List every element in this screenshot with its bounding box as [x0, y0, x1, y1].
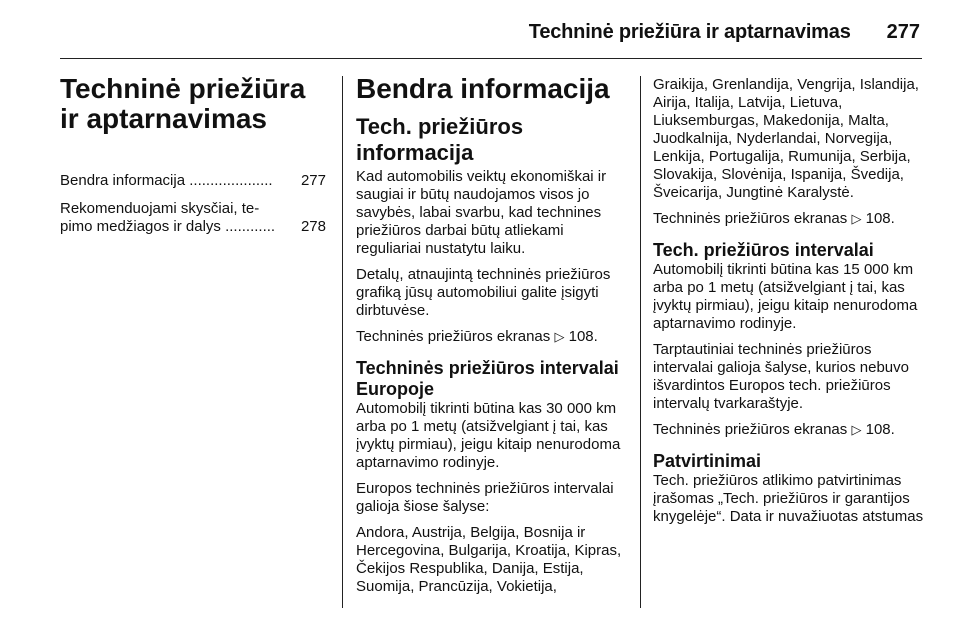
subsection-title-europe-intervals: Techninės priežiūros intervalai Europoje — [356, 358, 619, 399]
cross-reference[interactable] — [653, 421, 925, 439]
section-title: Bendra informacija — [356, 73, 610, 104]
cross-reference[interactable] — [356, 328, 626, 346]
paragraph: Europos techninės priežiūros intervalai galioja šiose šalyse: — [356, 480, 614, 515]
reference-text: Techninės priežiūros ekranas — [653, 421, 848, 438]
cross-reference[interactable] — [653, 210, 925, 228]
toc-entry-text-line1: Rekomenduojami skysčiai, te- — [60, 200, 260, 217]
subsection-title-confirmations: Patvirtinimai — [653, 451, 762, 471]
column-general-info — [356, 74, 626, 604]
column-toc — [60, 74, 326, 246]
paragraph: Andora, Austrija, Belgija, Bosnija ir Hercegovina, Bulgarija, Kroatija, Kipras, Čekijos Respublika, Danija, Estija, Suomija, Prancūzija, Vokietija, — [356, 524, 622, 595]
paragraph: Graikija, Grenlandija, Vengrija, Islandija, Airija, Italija, Latvija, Lietuva, Liuksemburgas, Makedonija, Malta, Juodkalnija, Nyderlandai, Norvegija, Lenkija, Portugalija, Rumunija, Serbija, Slovakija, Slovėnija, Ispanija, Švedija, Šveicarija, Jungtinė Karalystė. — [653, 76, 919, 201]
toc-entry-page: 277 — [300, 172, 326, 189]
page-number: 277 — [886, 20, 920, 43]
column-divider-left — [342, 76, 343, 608]
reference-page: 108. — [865, 210, 895, 227]
arrow-icon: ▷ — [554, 329, 565, 344]
toc-entry-general-info[interactable] — [60, 172, 326, 190]
reference-page: 108. — [865, 421, 895, 438]
toc-entry-text-line2: pimo medžiagos ir dalys ............ — [60, 218, 276, 235]
arrow-icon: ▷ — [851, 422, 862, 437]
column-intervals — [653, 76, 925, 534]
paragraph: Detalų, atnaujintą techninės priežiūros grafiką jūsų automobiliui galite įsigyti dirbtuvėse. — [356, 266, 611, 319]
paragraph: Automobilį tikrinti būtina kas 30 000 km arba po 1 metų (atsižvelgiant į tai, kas įvyktų pirmiau), jeigu kitaip nenurodoma aptarnavimo rodinyje. — [356, 400, 621, 471]
running-header — [60, 14, 920, 50]
toc-entry-fluids[interactable] — [60, 200, 326, 236]
header-rule — [60, 58, 922, 59]
paragraph: Automobilį tikrinti būtina kas 15 000 km arba po 1 metų (atsižvelgiant į tai, kas įvyktų pirmiau), jeigu kitaip nenurodoma aptarnavimo rodinyje. — [653, 261, 918, 332]
chapter-title: Techninė priežiūra ir aptarnavimas — [60, 73, 306, 134]
reference-text: Techninės priežiūros ekranas — [653, 210, 848, 227]
arrow-icon: ▷ — [851, 211, 862, 226]
paragraph: Tech. priežiūros atlikimo patvirtinimas įrašomas „Tech. priežiūros ir garantijos knygelėje“. Data ir nuvažiuotas atstumas — [653, 472, 924, 525]
toc-entry-text: Bendra informacija .................... — [60, 172, 273, 189]
column-divider-right — [640, 76, 641, 608]
reference-text: Techninės priežiūros ekranas — [356, 328, 551, 345]
toc-entry-page: 278 — [300, 218, 326, 235]
paragraph: Tarptautiniai techninės priežiūros intervalai galioja šalyse, kurios nebuvo išvardintos Europos tech. priežiūros intervalų tvarkaraštyje. — [653, 341, 909, 412]
subsection-title-service-info: Tech. priežiūros informacija — [356, 114, 524, 165]
reference-page: 108. — [568, 328, 598, 345]
paragraph: Kad automobilis veiktų ekonomiškai ir saugiai ir būtų naudojamos visos jo savybės, labai svarbu, kad technines priežiūros darbai būtų atliekami reguliariai nustatytu laiku. — [356, 168, 607, 257]
running-title: Techninė priežiūra ir aptarnavimas — [528, 20, 851, 43]
subsection-title-service-intervals: Tech. priežiūros intervalai — [653, 240, 874, 260]
